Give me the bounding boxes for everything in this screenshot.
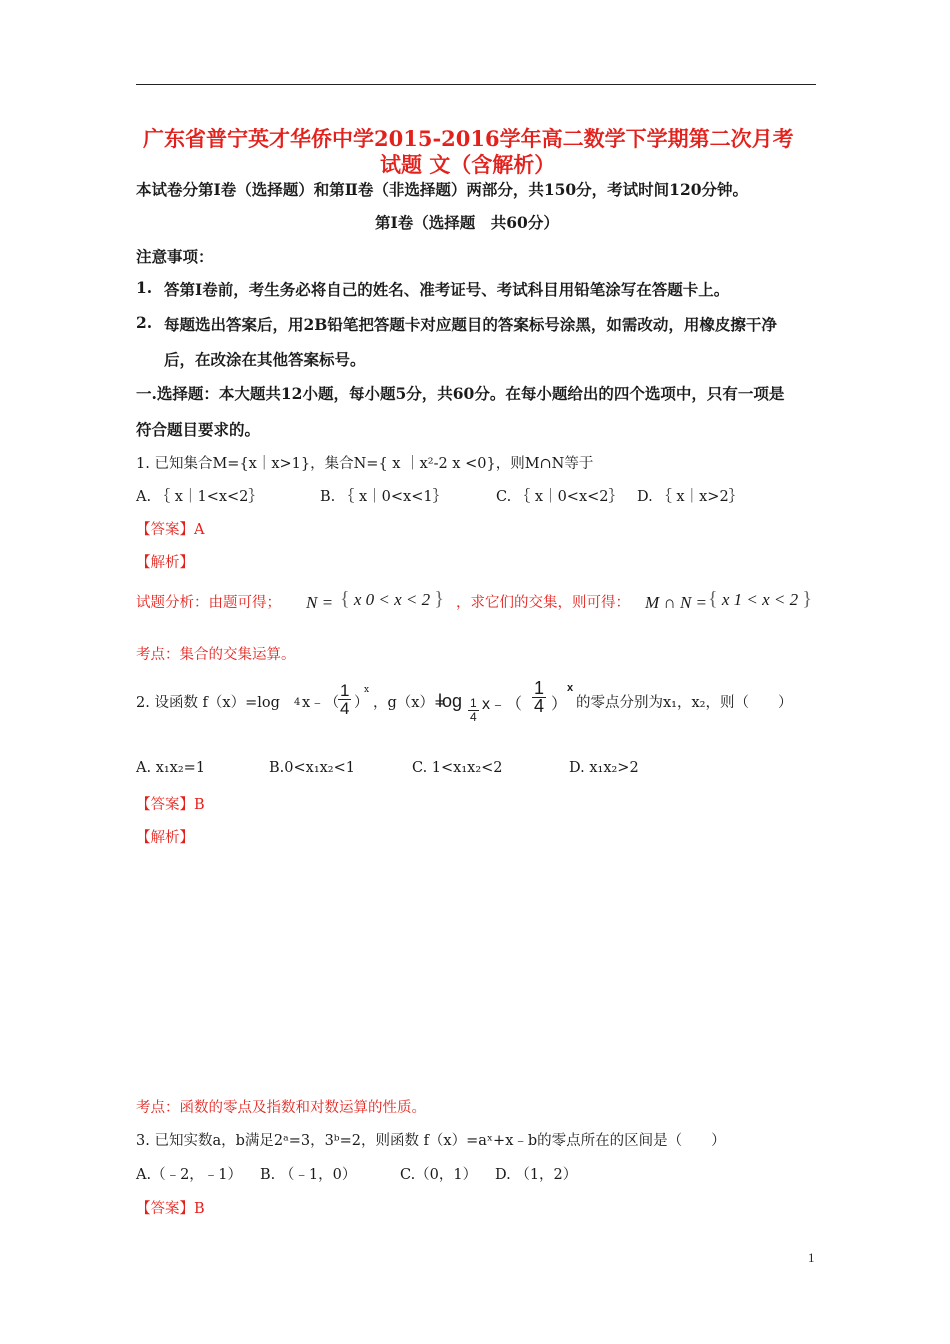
q1-analysis-mid: ，求它们的交集，则可得： [456,595,630,611]
section1-line1: 一.选择题：本大题共12小题，每小题5分，共60分。在每小题给出的四个选项中，只有一项是 [136,384,785,403]
q3-stem: 3. 已知实数a，b满足2ᵃ=3，3ᵇ=2，则函数 f（x）=aˣ+x﹣b的零点所在的区间是（ ） [136,1133,726,1149]
q2-analysis-label: 【解析】 [136,830,194,846]
doc-title-line1: 广东省普宁英才华侨中学2015-2016学年高二数学下学期第二次月考 [143,126,794,151]
notice-item2-num: 2. [136,313,153,332]
q2-stem-f: ） [551,696,568,713]
q2-log-word: log [438,691,463,711]
q2-answer: 【答案】B [136,797,205,813]
q1-analysis-pre: 试题分析：由题可得； [136,595,281,611]
q2-log-base-fraction: $\frac{1}{4}$ [470,696,477,724]
notice-item1-num: 1. [136,278,153,297]
q1-answer: 【答案】A [136,522,205,538]
notice-item2-line2: 后，在改涂在其他答案标号。 [164,350,366,369]
q1-analysis-label: 【解析】 [136,555,194,571]
q1-stem: 1. 已知集合M={x｜x>1}，集合N={ x ｜x²-2 x <0}，则M∩N等于 [136,456,594,472]
q1-math-n-lhs: N = [306,593,334,612]
left-brace-icon: { [708,588,718,610]
q1-math-mn-set-body: x 1 < x < 2 [721,590,799,609]
q1-option-b: B. ｛ x｜0<x<1｝ [320,489,448,505]
q2-option-b: B.0<x₁x₂<1 [269,760,355,776]
q2-exp-x-1: x [364,685,370,695]
header-rule [136,84,816,85]
q2-option-a: A. x₁x₂=1 [136,760,206,776]
q1-option-a: A. ｛ x｜1<x<2｝ [136,489,263,505]
q2-stem-c: ） [354,695,369,711]
q3-answer: 【答案】B [136,1201,205,1217]
notice-heading: 注意事项： [136,247,214,266]
page-number: 1 [808,1250,815,1265]
right-brace-icon: } [434,588,445,610]
q2-fraction-1: $\frac{1}{4}$ [340,681,350,718]
q2-stem-e: x﹣（ [482,696,523,713]
q3-option-a: A.（﹣2，﹣1） [136,1167,243,1183]
q2-option-c: C. 1<x₁x₂<2 [412,760,503,776]
q1-kaodian: 考点：集合的交集运算。 [136,647,296,663]
q2-option-d: D. x₁x₂>2 [569,760,639,776]
q1-option-d: D. ｛ x｜x>2｝ [637,489,744,505]
q2-stem-d: ，g（x）= [373,695,447,711]
section1-line2: 符合题目要求的。 [136,420,261,439]
q1-math-mn-set [708,588,812,611]
q2-exp-x-2: x [567,682,574,694]
q3-option-b: B. （﹣1，0） [260,1167,357,1183]
q3-option-d: D. （1，2） [495,1167,578,1183]
part1-heading: 第Ⅰ卷（选择题 共60分） [375,213,559,232]
q2-stem-a: 2. 设函数 f（x）=log [136,695,280,711]
q1-math-n-set [340,588,444,611]
notice-item2-line1: 每题选出答案后，用2B铅笔把答题卡对应题目的答案标号涂黑，如需改动，用橡皮擦干净 [164,315,777,334]
q1-math-n-set-body: x 0 < x < 2 [353,590,431,609]
q2-stem-g: 的零点分别为x₁，x₂，则（ ） [576,695,793,711]
q2-kaodian: 考点：函数的零点及指数和对数运算的性质。 [136,1100,426,1116]
q2-fraction-2: $\frac{1}{4}$ [534,678,545,716]
q1-math-mn-lhs: M ∩ N = [645,593,707,612]
left-brace-icon: { [340,588,350,610]
q2-stem-b: x﹣（ [302,695,340,711]
q2-log-base: 4 [294,697,301,708]
right-brace-icon: } [802,588,813,610]
notice-item1: 答第Ⅰ卷前，考生务必将自己的姓名、准考证号、考试科目用铅笔涂写在答题卡上。 [164,280,730,299]
doc-title-line2: 试题 文（含解析） [380,152,556,177]
intro-text: 本试卷分第Ⅰ卷（选择题）和第Ⅱ卷（非选择题）两部分，共150分，考试时间120分钟。 [136,180,749,199]
q1-option-c: C. ｛ x｜0<x<2｝ [496,489,624,505]
q3-option-c: C.（0，1） [400,1167,478,1183]
